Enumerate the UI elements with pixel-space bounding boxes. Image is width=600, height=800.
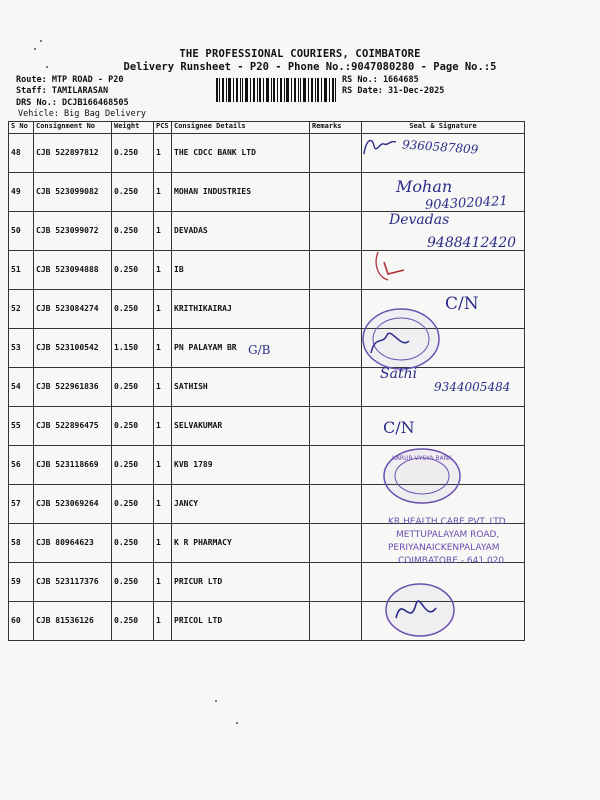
handwritten-phone-49: 9043020421 [424, 193, 509, 214]
cell-consignee: MOHAN INDUSTRIES [172, 173, 310, 212]
cell-weight: 1.150 [112, 329, 154, 368]
cell-consignee: PRICUR LTD [172, 563, 310, 602]
cell-pcs: 1 [154, 212, 172, 251]
cell-consignee: PN PALAYAM BR [172, 329, 310, 368]
cell-sno: 51 [9, 251, 34, 290]
cell-consignment: CJB 523069264 [34, 485, 112, 524]
kvb-bank-stamp [380, 446, 464, 506]
cell-pcs: 1 [154, 485, 172, 524]
handwritten-name-50: Devadas [389, 212, 450, 228]
cell-sno: 54 [9, 368, 34, 407]
document-title: THE PROFESSIONAL COURIERS, COIMBATORE [179, 48, 421, 60]
handwritten-phone-54: 9344005484 [434, 380, 511, 394]
table-row [9, 407, 525, 446]
cell-remarks [310, 407, 362, 446]
cell-sno: 60 [9, 602, 34, 641]
document-subtitle: Delivery Runsheet - P20 - Phone No.:9047080280 - Page No.:5 [123, 61, 497, 73]
seal-stamp-51 [372, 248, 412, 284]
cell-weight: 0.250 [112, 602, 154, 641]
scan-speck [236, 722, 238, 724]
cell-weight: 0.250 [112, 524, 154, 563]
drs-number: DRS No.: DCJB166468505 [16, 98, 129, 108]
cell-remarks [310, 368, 362, 407]
cell-weight: 0.250 [112, 563, 154, 602]
header-pcs: PCS [154, 122, 172, 134]
seal-stamp-60 [380, 578, 460, 640]
cell-pcs: 1 [154, 524, 172, 563]
cell-consignee: IB [172, 251, 310, 290]
seal-stamp-53 [357, 305, 447, 373]
rs-date: RS Date: 31-Dec-2025 [342, 86, 445, 96]
staff-label: Staff: TAMILARASAN [16, 86, 109, 96]
cell-pcs: 1 [154, 446, 172, 485]
cell-pcs: 1 [154, 563, 172, 602]
cell-consignee: KRITHIKAIRAJ [172, 290, 310, 329]
cell-consignee: THE CDCC BANK LTD [172, 134, 310, 173]
cell-pcs: 1 [154, 290, 172, 329]
cell-consignment: CJB 523100542 [34, 329, 112, 368]
cell-consignment: CJB 522961836 [34, 368, 112, 407]
cell-consignee: K R PHARMACY [172, 524, 310, 563]
handwritten-phone-48: 9360587809 [401, 137, 479, 157]
cell-sno: 49 [9, 173, 34, 212]
vehicle-label: Vehicle: Big Bag Delivery [18, 109, 146, 119]
cell-consignee: JANCY [172, 485, 310, 524]
cell-pcs: 1 [154, 329, 172, 368]
cell-weight: 0.250 [112, 173, 154, 212]
header-seal: Seal & Signature [362, 122, 525, 134]
kvb-stamp-text: KARUR VYSYA BANK [391, 455, 453, 462]
cell-weight: 0.250 [112, 368, 154, 407]
scan-speck [46, 66, 48, 68]
cell-weight: 0.250 [112, 407, 154, 446]
handwritten-note-53: G/B [248, 343, 271, 357]
cell-weight: 0.250 [112, 446, 154, 485]
route-label: Route: MTP ROAD - P20 [16, 75, 124, 85]
cell-remarks [310, 446, 362, 485]
cell-consignment: CJB 523118669 [34, 446, 112, 485]
cell-pcs: 1 [154, 602, 172, 641]
pharmacy-stamp-line2: METTUPALAYAM ROAD, [396, 530, 500, 540]
cell-pcs: 1 [154, 251, 172, 290]
cell-remarks [310, 251, 362, 290]
rs-number: RS No.: 1664685 [342, 75, 419, 85]
cell-sno: 48 [9, 134, 34, 173]
cell-consignment: CJB 523084274 [34, 290, 112, 329]
handwritten-note-55: C/N [383, 418, 415, 437]
cell-weight: 0.250 [112, 290, 154, 329]
cell-sno: 56 [9, 446, 34, 485]
header-sno: S No [9, 122, 34, 134]
cell-pcs: 1 [154, 173, 172, 212]
cell-consignee: DEVADAS [172, 212, 310, 251]
cell-pcs: 1 [154, 134, 172, 173]
table-row [9, 251, 525, 290]
table-header-row [9, 122, 525, 134]
handwritten-phone-50: 9488412420 [427, 235, 517, 251]
scan-speck [215, 700, 217, 702]
cell-consignee: PRICOL LTD [172, 602, 310, 641]
cell-remarks [310, 329, 362, 368]
cell-sno: 59 [9, 563, 34, 602]
cell-sno: 50 [9, 212, 34, 251]
cell-consignment: CJB 523117376 [34, 563, 112, 602]
pharmacy-stamp-line3: PERIYANAICKENPALAYAM [388, 543, 500, 553]
cell-pcs: 1 [154, 407, 172, 446]
cell-weight: 0.250 [112, 485, 154, 524]
scan-speck [34, 48, 36, 50]
cell-consignee: KVB 1789 [172, 446, 310, 485]
cell-remarks [310, 173, 362, 212]
cell-weight: 0.250 [112, 212, 154, 251]
cell-consignment: CJB 523099072 [34, 212, 112, 251]
header-consignee: Consignee Details [172, 122, 310, 134]
cell-sno: 53 [9, 329, 34, 368]
handwritten-name-54: Sathi [380, 366, 418, 382]
cell-consignment: CJB 522897812 [34, 134, 112, 173]
handwritten-note-52: C/N [445, 294, 479, 314]
signature-scribble-48 [360, 132, 400, 162]
header-consignment: Consignment No [34, 122, 112, 134]
cell-consignee: SELVAKUMAR [172, 407, 310, 446]
cell-remarks [310, 290, 362, 329]
header-remarks: Remarks [310, 122, 362, 134]
cell-sno: 52 [9, 290, 34, 329]
cell-consignment: CJB 523099082 [34, 173, 112, 212]
cell-weight: 0.250 [112, 134, 154, 173]
pharmacy-stamp-line4: COIMBATORE - 641 020 [398, 556, 505, 566]
cell-remarks [310, 602, 362, 641]
cell-remarks [310, 485, 362, 524]
cell-sno: 57 [9, 485, 34, 524]
cell-remarks [310, 524, 362, 563]
header-weight: Weight [112, 122, 154, 134]
handwritten-name-49: Mohan [396, 177, 453, 196]
cell-sno: 58 [9, 524, 34, 563]
cell-consignment: CJB 80964623 [34, 524, 112, 563]
cell-remarks [310, 212, 362, 251]
cell-sno: 55 [9, 407, 34, 446]
cell-remarks [310, 134, 362, 173]
cell-consignment: CJB 523094888 [34, 251, 112, 290]
cell-remarks [310, 563, 362, 602]
cell-consignment: CJB 522896475 [34, 407, 112, 446]
pharmacy-stamp-line1: KR HEALTH CARE PVT. LTD. [388, 517, 509, 527]
cell-pcs: 1 [154, 368, 172, 407]
cell-consignee: SATHISH [172, 368, 310, 407]
cell-weight: 0.250 [112, 251, 154, 290]
barcode-icon [216, 78, 336, 102]
cell-consignment: CJB 81536126 [34, 602, 112, 641]
scan-speck [40, 40, 42, 42]
